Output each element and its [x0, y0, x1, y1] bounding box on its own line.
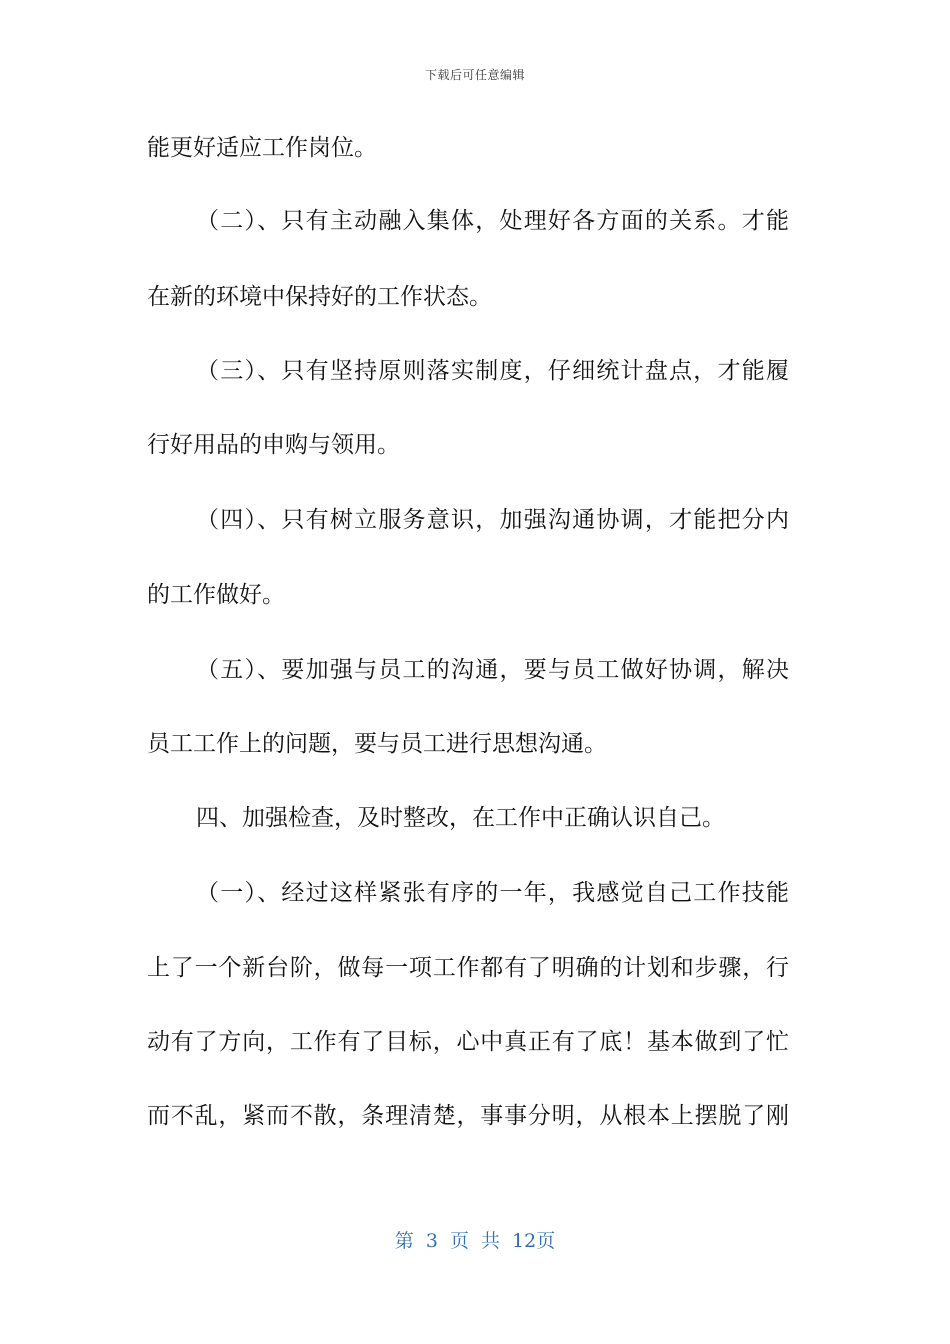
body-line: 的工作做好。: [147, 582, 285, 608]
page-number-footer: 第 3 页 共 12页: [394, 1230, 556, 1252]
body-line: 上了一个新台阶，做每一项工作都有了明确的计划和步骤，行: [147, 955, 789, 981]
body-line: （一）、经过这样紧张有序的一年，我感觉自己工作技能: [196, 880, 789, 906]
body-line: 行好用品的申购与领用。: [147, 432, 400, 458]
body-line: （二）、只有主动融入集体，处理好各方面的关系。才能: [196, 208, 789, 234]
body-line: 而不乱，紧而不散，条理清楚，事事分明，从根本上摆脱了刚: [147, 1103, 789, 1129]
body-line: （五）、要加强与员工的沟通，要与员工做好协调，解决: [196, 657, 789, 683]
body-line: 员工工作上的问题，要与员工进行思想沟通。: [147, 731, 607, 757]
body-line: 能更好适应工作岗位。: [147, 135, 377, 161]
body-line: 在新的环境中保持好的工作状态。: [147, 284, 492, 310]
header-note: 下载后可任意编辑: [424, 68, 525, 82]
body-line: 动有了方向，工作有了目标，心中真正有了底！基本做到了忙: [147, 1029, 789, 1055]
body-line: 四、加强检查，及时整改，在工作中正确认识自己。: [196, 805, 725, 831]
body-line: （四）、只有树立服务意识，加强沟通协调，才能把分内: [196, 507, 789, 533]
body-line: （三）、只有坚持原则落实制度，仔细统计盘点，才能履: [196, 358, 789, 384]
